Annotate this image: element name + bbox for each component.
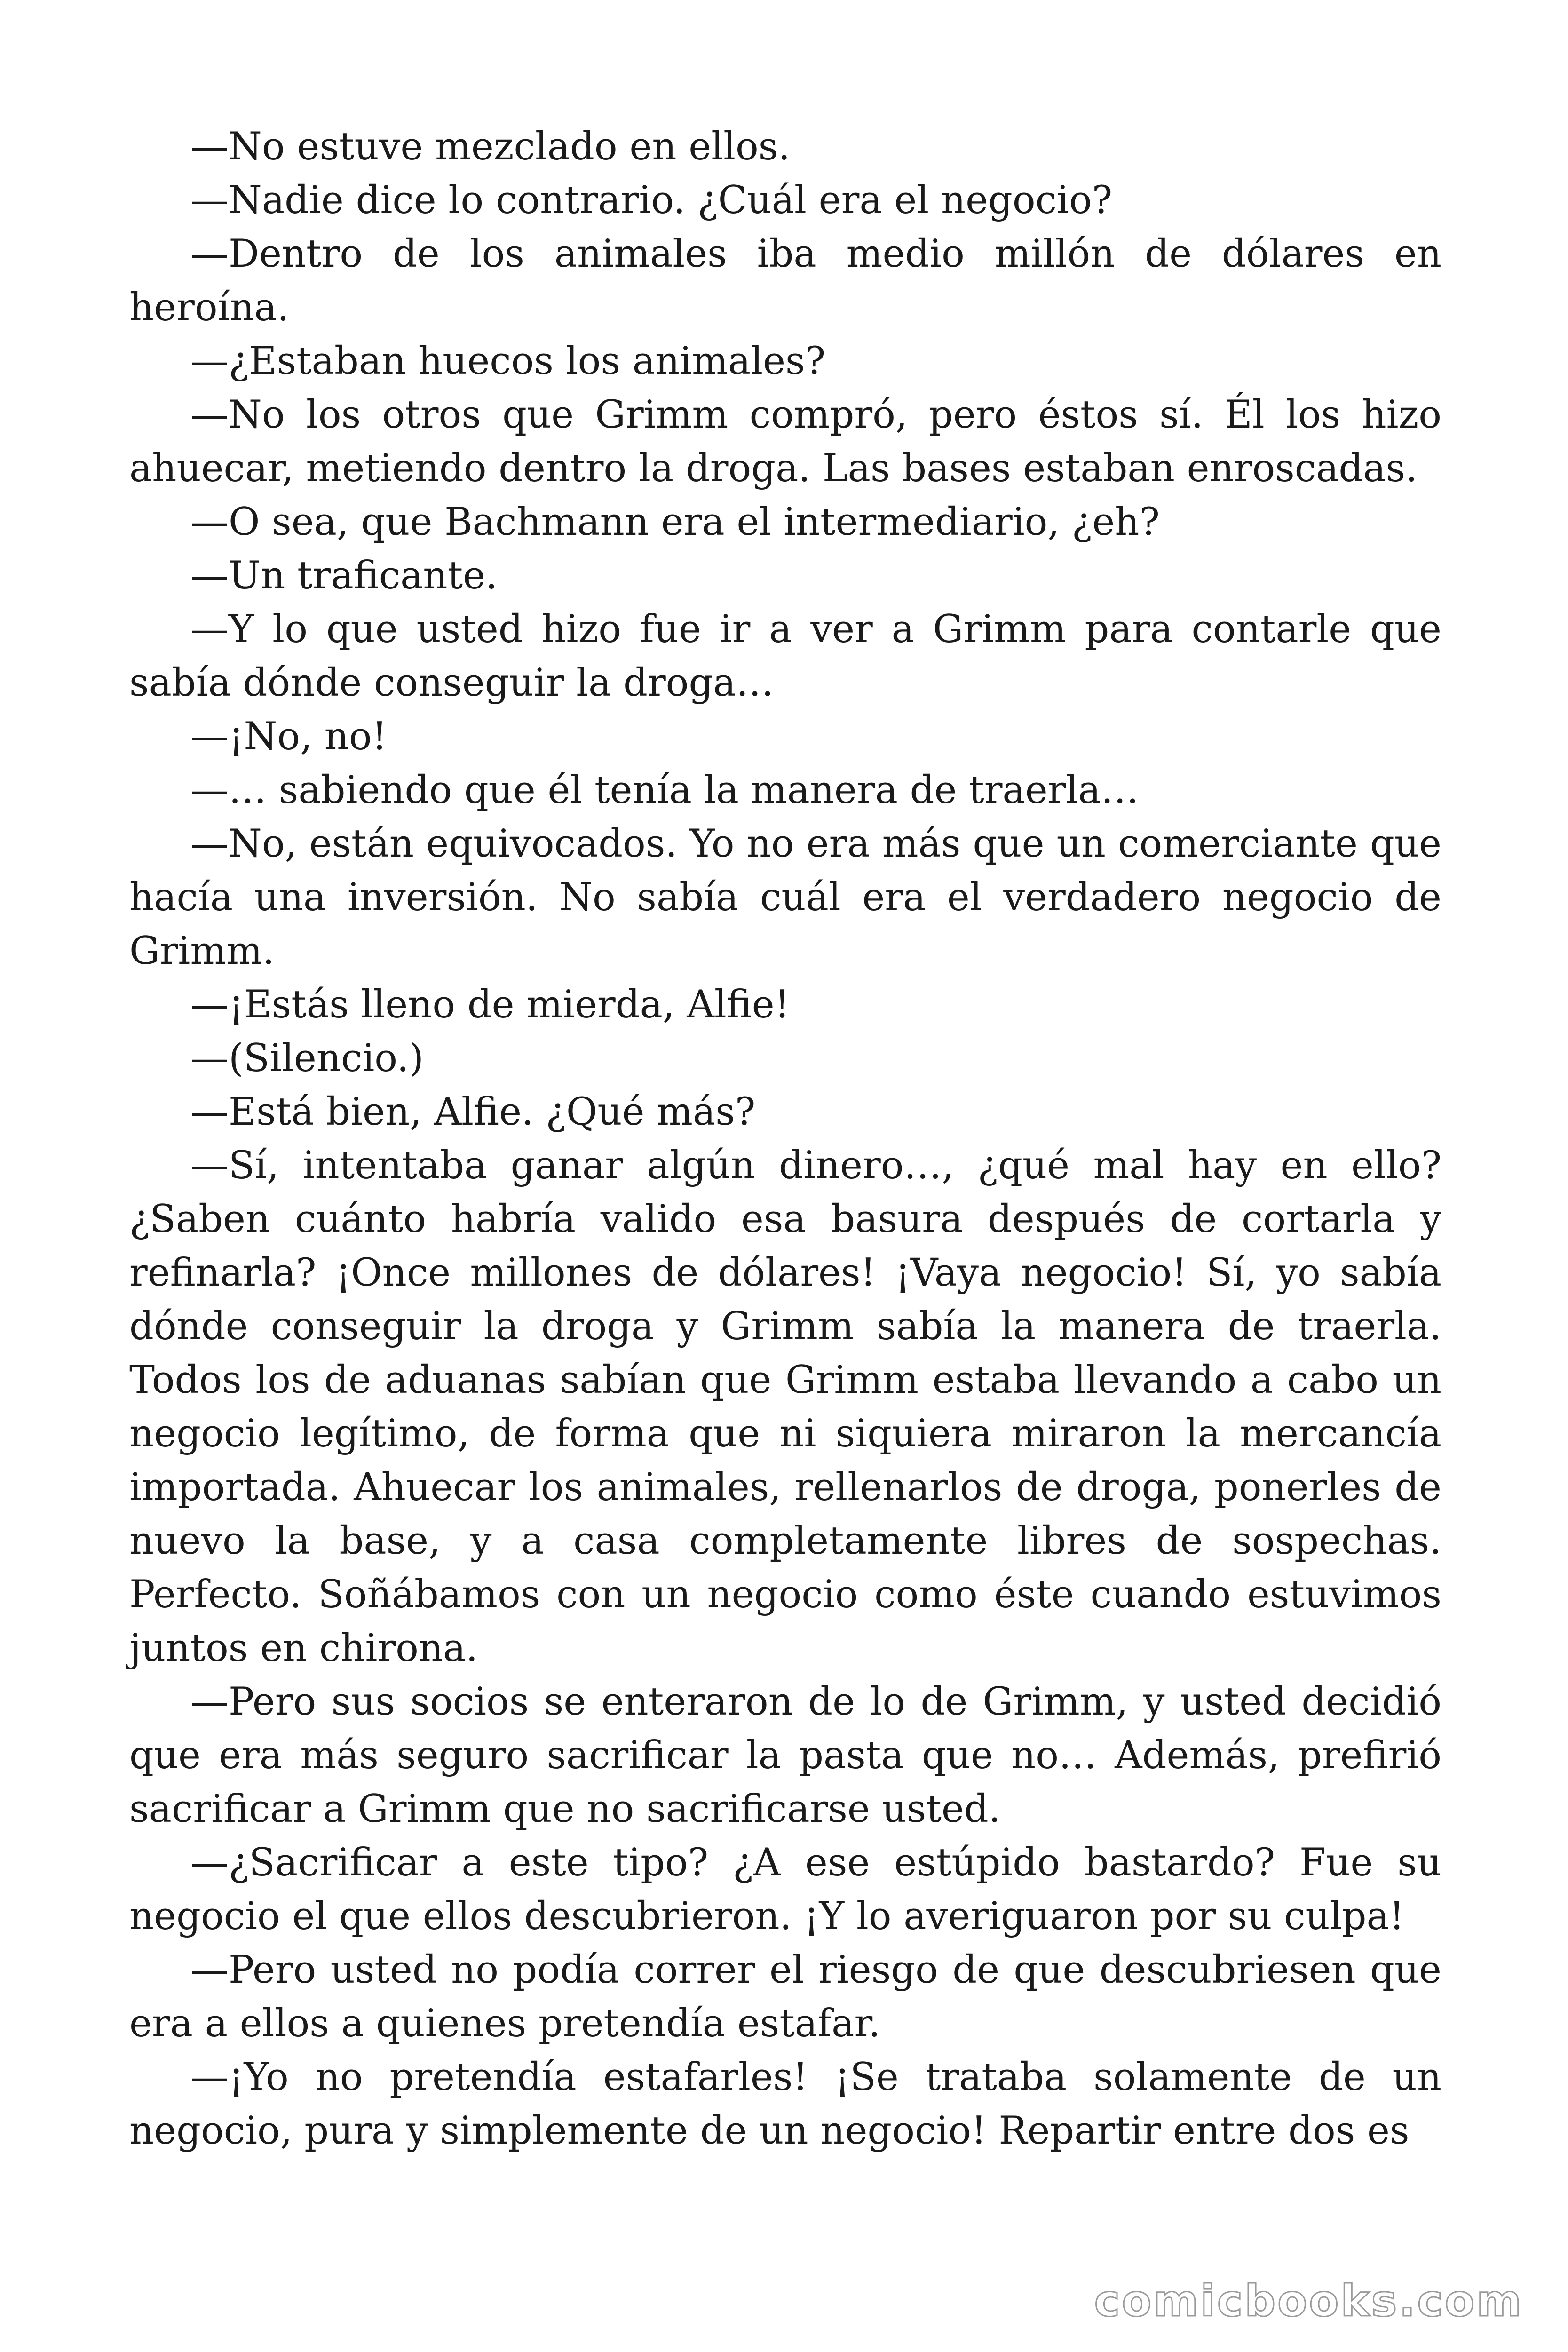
paragraph: —Y lo que usted hizo fue ir a ver a Grimm para contarle que sabía dónde conseguir la droga… [129, 607, 1441, 705]
page-text [129, 120, 1441, 2158]
paragraph: —(Silencio.) [190, 1036, 424, 1081]
paragraph: —¿Estaban huecos los animales? [190, 339, 826, 383]
paragraph: —¡Estás lleno de mierda, Alfie! [190, 983, 790, 1027]
paragraph: —Sí, intentaba ganar algún dinero…, ¿qué mal hay en ello? ¿Saben cuánto habría valido esa basura después de cortarla y refinarla? ¡Once millones de dólares! ¡Vaya negocio! Sí, yo sabía dónde conseguir la droga y Grimm sabía la manera de traerla. Todos los de aduanas sabían que Grimm estaba llevando a cabo un negocio legítimo, de forma que ni siquiera miraron la mercancía importada. Ahuecar los animales, rellenarlos de droga, ponerles de nuevo la base, y a casa completamente libres de sospechas. Perfecto. Soñábamos con un negocio como éste cuando estuvimos juntos en chirona. [129, 1144, 1441, 1670]
paragraph: —Un traficante. [190, 554, 498, 598]
paragraph: —¡No, no! [190, 715, 388, 759]
paragraph: —¿Sacrificar a este tipo? ¿A ese estúpido bastardo? Fue su negocio el que ellos descubrieron. ¡Y lo averiguaron por su culpa! [129, 1841, 1441, 1939]
paragraph: —Pero sus socios se enteraron de lo de Grimm, y usted decidió que era más seguro sacrificar la pasta que no… Además, prefirió sacrificar a Grimm que no sacrificarse usted. [129, 1680, 1441, 1831]
paragraph: —Nadie dice lo contrario. ¿Cuál era el negocio? [190, 178, 1113, 222]
paragraph: —No estuve mezclado en ellos. [190, 125, 791, 169]
paragraph: —… sabiendo que él tenía la manera de traerla… [190, 768, 1139, 812]
site-watermark: comicbooks.com [1094, 2276, 1523, 2326]
paragraph: —O sea, que Bachmann era el intermediario, ¿eh? [190, 500, 1160, 544]
paragraph: —Dentro de los animales iba medio millón de dólares en heroína. [129, 232, 1441, 330]
paragraph: —Está bien, Alfie. ¿Qué más? [190, 1090, 756, 1134]
paragraph: —¡Yo no pretendía estafarles! ¡Se trataba solamente de un negocio, pura y simplemente de un negocio! Repartir entre dos es [129, 2055, 1441, 2153]
paragraph: —Pero usted no podía correr el riesgo de que descubriesen que era a ellos a quienes pretendía estafar. [129, 1948, 1441, 2046]
paragraph: —No los otros que Grimm compró, pero éstos sí. Él los hizo ahuecar, metiendo dentro la droga. Las bases estaban enroscadas. [129, 393, 1441, 491]
paragraph: —No, están equivocados. Yo no era más que un comerciante que hacía una inversión. No sabía cuál era el verdadero negocio de Grimm. [129, 822, 1441, 973]
